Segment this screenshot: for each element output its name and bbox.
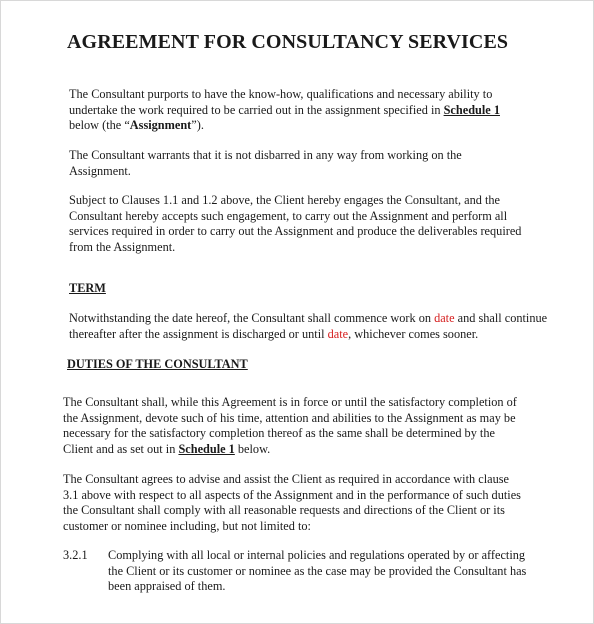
clause-text: Complying with all local or internal policies and regulations operated by or affecting the Client or its customer or nominee as the case may be provided the Consultant has been appraised of them. [108, 548, 527, 594]
paragraph-consultant-agrees: The Consultant agrees to advise and assist the Client as required in accordance with clause 3.1 above with respect to all aspects of the Assignment and in the performance of such duties the Consultant shall comply with all reasonable requests and directions of the Client or its customer or nominee including, but not limited to: [63, 472, 521, 533]
paragraph-consultant-purports [69, 87, 529, 134]
p1-text-b: below (the “ [69, 118, 130, 133]
paragraph-consultant-shall [63, 395, 523, 457]
term-text-c: , whichever comes sooner. [348, 326, 479, 341]
paragraph-subject-to-clauses: Subject to Clauses 1.1 and 1.2 above, the Client hereby engages the Consultant, and the Consultant hereby accepts such engagement, to carry out the Assignment and perform all services required in order to carry out the Assignment and produce the deliverables required from the Assignment. [69, 193, 522, 254]
paragraph-term [69, 311, 569, 342]
assignment-term: Assignment [129, 118, 192, 133]
schedule-1-reference: Schedule 1 [443, 102, 500, 117]
term-heading: TERM [69, 281, 106, 295]
p1-text-c: ”). [191, 118, 204, 133]
clause-number: 3.2.1 [63, 548, 88, 562]
document-title: AGREEMENT FOR CONSULTANCY SERVICES [67, 31, 509, 53]
term-text-b: and shall continue thereafter after the assignment is discharged or until [69, 311, 548, 341]
p5-text-a: The Consultant shall, while this Agreement is in force or until the satisfactory completion of the Assignment, devote such of his time, attention and abilities to the Assignment as may be necessary for the satisfactory completion thereof as the same shall be determined by the Client and as set out in [63, 395, 517, 456]
date-placeholder-end: date [327, 326, 349, 341]
term-text-a: Notwithstanding the date hereof, the Consultant shall commence work on [69, 311, 435, 325]
p5-text-b: below. [234, 441, 271, 456]
schedule-1-reference-2: Schedule 1 [178, 441, 235, 456]
paragraph-consultant-warrants: The Consultant warrants that it is not disbarred in any way from working on the Assignment. [69, 148, 462, 178]
date-placeholder-start: date [434, 311, 455, 325]
p1-text-a: The Consultant purports to have the know-how, qualifications and necessary ability to undertake the work required to be carried out in the assignment specified in [69, 87, 493, 117]
duties-heading: DUTIES OF THE CONSULTANT [67, 357, 248, 371]
